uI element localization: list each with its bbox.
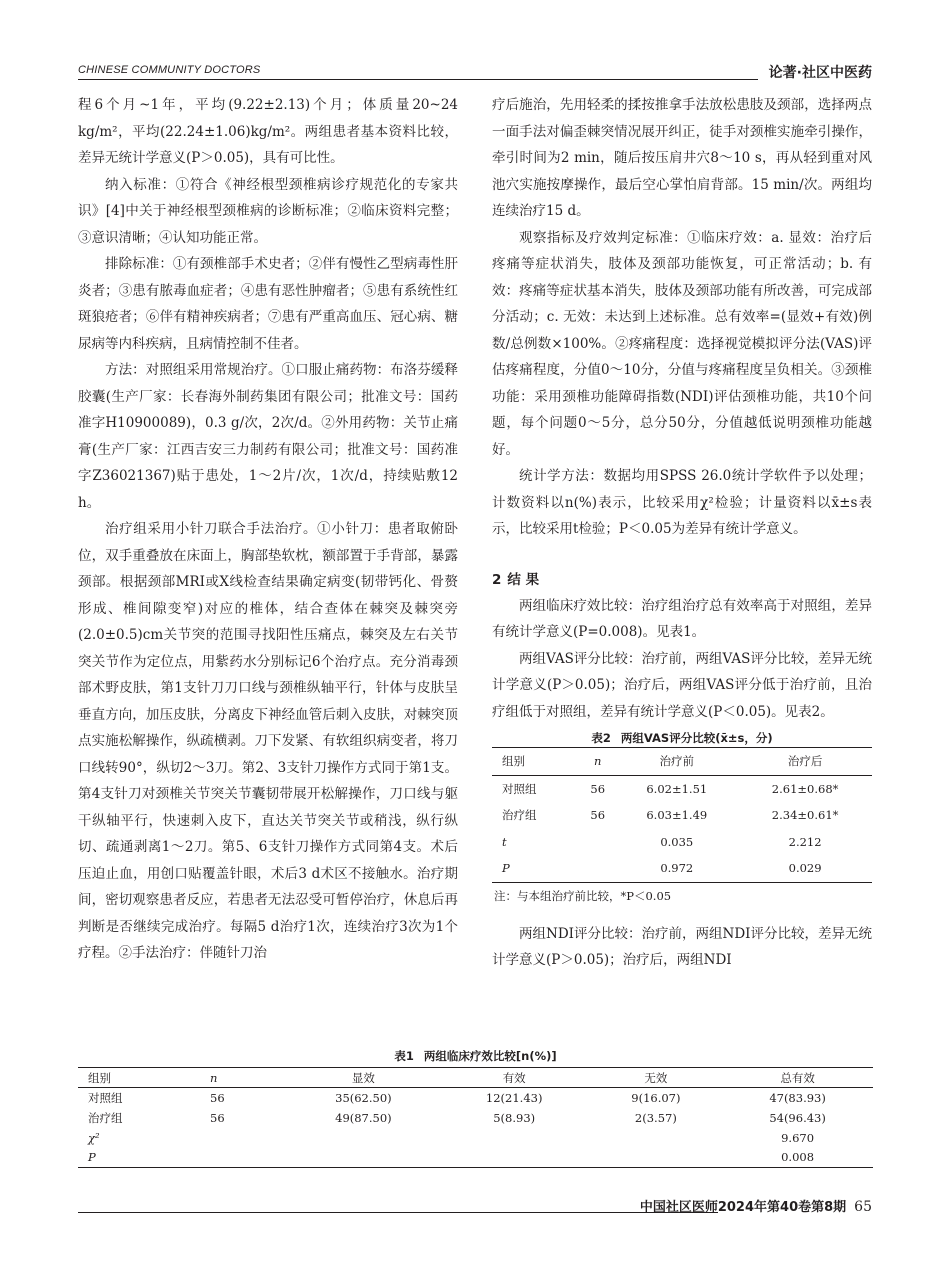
table-row — [78, 1088, 873, 1108]
table-cell: 0.035 — [660, 834, 694, 849]
table-cell — [439, 1148, 590, 1168]
table-title: 两组VAS评分比较(x̄±s，分) — [620, 731, 773, 745]
footer-rule — [78, 1212, 718, 1213]
section-title: 结 果 — [507, 571, 540, 588]
paragraph: 两组NDI评分比较：治疗前，两组NDI评分比较，差异无统计学意义(P＞0.05)；治疗后，两组NDI — [492, 925, 872, 968]
table-cell: 47(83.93) — [769, 1090, 826, 1105]
vas-score-table — [492, 747, 872, 883]
table-title: 两组临床疗效比较[n(%)] — [423, 1049, 557, 1063]
paragraph: 程6个月~1年，平均(9.22±2.13)个月；体质量20~24 kg/m²，平均(22.24±1.06)kg/m²。两组患者基本资料比较，差异无统计学意义(P＞0.05)，具有可比性。 — [78, 97, 458, 166]
table-row — [492, 855, 872, 882]
clinical-efficacy-table — [78, 1067, 873, 1168]
table-cell — [439, 1128, 590, 1148]
table-cell: 35(62.50) — [335, 1090, 392, 1105]
table-cell — [580, 855, 615, 882]
column-header: n — [594, 754, 602, 768]
table-cell — [590, 1128, 723, 1148]
table-cell: 2.34±0.61* — [771, 808, 839, 822]
table-cell: 9(16.07) — [631, 1090, 681, 1105]
table-cell: 2.212 — [788, 834, 822, 849]
table-label: 表2 — [591, 731, 611, 745]
paragraph: 疗后施治，先用轻柔的揉按推拿手法放松患肢及颈部，选择两点一面手法对偏歪棘突情况展开纠正，徒手对颈椎实施牵引操作，牵引时间为2 min，随后按压肩井穴8～10 s，再从轻到重对风池穴实施按摩操作，最后空心掌怕肩背部。15 min/次。两组均连续治疗15 d。 — [492, 97, 872, 219]
paragraph: 排除标准：①有颈椎部手术史者；②伴有慢性乙型病毒性肝炎者；③患有脓毒血症者；④患有恶性肿瘤者；⑤患有系统性红斑狼疮者；⑥伴有精神疾病者；⑦患有严重高血压、冠心病、糖尿病等内科疾病，且病情控制不佳者。 — [78, 256, 458, 352]
table-2 — [492, 729, 872, 907]
table-cell — [288, 1148, 439, 1168]
table-2-caption — [492, 729, 872, 747]
table-cell: 对照组 — [502, 781, 537, 796]
column-header: 组别 — [88, 1070, 111, 1085]
table-row — [78, 1108, 873, 1128]
table-cell: P — [88, 1150, 96, 1165]
paragraph: 观察指标及疗效判定标准：①临床疗效：a. 显效：治疗后疼痛等症状消失，肢体及颈部功能恢复，可正常活动；b. 有效：疼痛等症状基本消失，肢体及颈部功能有所改善，可完成部分活动；c. 无效：未达到上述标准。总有效率=(显效+有效)例数/总例数×100%。②疼痛程度：选择视觉模拟评分法(VAS)评估疼痛程度，分值0～10分，分值与疼痛程度呈负相关。③颈椎功能：采用颈椎功能障碍指数(NDI)评估颈椎功能，共10个问题，每个问题0～5分，总分50分，分值越低说明颈椎功能越好。 — [492, 229, 872, 458]
column-header: 总有效 — [780, 1070, 815, 1085]
running-header-section: 论著·社区中医药 — [768, 65, 872, 81]
column-header: n — [210, 1070, 218, 1085]
table-cell: 56 — [590, 808, 606, 822]
table-cell — [208, 1128, 288, 1148]
page-number: 65 — [854, 1199, 872, 1215]
table-cell: 56 — [210, 1110, 225, 1125]
table-cell — [580, 829, 615, 856]
table-cell: 12(21.43) — [485, 1090, 543, 1105]
page-footer — [640, 1196, 872, 1215]
table-cell: t — [502, 834, 507, 849]
paragraph: 纳入标准：①符合《神经根型颈椎病诊疗规范化的专家共识》[4]中关于神经根型颈椎病的诊断标准；②临床资料完整；③意识清晰；④认知功能正常。 — [78, 176, 458, 246]
paragraph: 两组临床疗效比较：治疗组治疗总有效率高于对照组，差异有统计学意义(P=0.008)。见表1。 — [492, 597, 872, 640]
column-header: 治疗前 — [659, 754, 695, 768]
table-cell — [288, 1128, 439, 1148]
column-header: 无效 — [644, 1070, 668, 1085]
section-heading-results — [492, 567, 872, 593]
table-cell: χ² — [88, 1130, 100, 1145]
column-header: 组别 — [502, 754, 525, 768]
header-rule — [78, 79, 758, 80]
table-cell: 6.02±1.51 — [646, 781, 708, 796]
table-cell: 治疗组 — [88, 1110, 123, 1125]
table-cell: 49(87.50) — [335, 1110, 392, 1125]
table-1-caption — [78, 1047, 873, 1065]
table-cell: 6.03±1.49 — [646, 808, 708, 822]
paragraph: 治疗组采用小针刀联合手法治疗。①小针刀：患者取俯卧位，双手重叠放在床面上，胸部垫软枕，额部置于手背部，暴露颈部。根据颈部MRI或X线检查结果确定病变(韧带钙化、骨赘形成、椎间隙变窄)对应的椎体，结合查体在棘突及棘突旁(2.0±0.5)cm关节突的范围寻找阳性压痛点，棘突及左右关节突关节作为定位点，用紫药水分别标记6个治疗点。充分消毒颈部术野皮肤，第1支针刀刀口线与颈椎纵轴平行，针体与皮肤呈垂直方向，加压皮肤，分离皮下神经血管后刺入皮肤，对棘突顶点实施松解操作，纵疏横剥。刀下发紧、有软组织病变者，将刀口线转90°，纵切2～3刀。第2、3支针刀操作方式同于第1支。第4支针刀对颈椎关节突关节囊韧带展开松解操作，刀口线与躯干纵轴平行，快速刺入皮下，直达关节突关节或稍浅，纵行纵切、疏通剥离1～2刀。第5、6支针刀操作方式同第4支。术后压迫止血，用创口贴覆盖针眼，术后3 d术区不接触水。治疗期间，密切观察患者反应，若患者无法忍受可暂停治疗，休息后再判断是否继续完成治疗。每隔5 d治疗1次，连续治疗3次为1个疗程。②手法治疗：伴随针刀治 — [78, 521, 458, 961]
journal-citation: 中国社区医师2024年第40卷第8期 — [639, 1200, 847, 1215]
table-header-row — [78, 1068, 873, 1088]
table-cell: 0.029 — [788, 861, 822, 875]
column-header: 显效 — [351, 1070, 375, 1085]
table-row — [492, 829, 872, 856]
running-header-english: CHINESE COMMUNITY DOCTORS — [78, 64, 261, 76]
table-cell: 54(96.43) — [769, 1110, 826, 1125]
table-header-row — [492, 748, 872, 776]
table-cell: 5(8.93) — [493, 1110, 536, 1125]
table-cell: 0.008 — [781, 1150, 815, 1165]
table-cell: 56 — [210, 1090, 225, 1105]
right-column — [492, 92, 872, 974]
left-column — [78, 92, 458, 967]
table-cell: 2.61±0.68* — [771, 781, 839, 796]
table-row — [492, 802, 872, 829]
table-cell: 56 — [590, 781, 606, 796]
column-header: 有效 — [502, 1070, 526, 1085]
table-2-note: 注：与本组治疗前比较，*P＜0.05 — [494, 888, 672, 903]
table-row — [492, 775, 872, 802]
table-cell — [590, 1148, 723, 1168]
table-cell — [208, 1148, 288, 1168]
table-label: 表1 — [394, 1049, 414, 1063]
table-cell: 2(3.57) — [634, 1110, 677, 1125]
paragraph: 两组VAS评分比较：治疗前，两组VAS评分比较，差异无统计学意义(P＞0.05)；治疗后，两组VAS评分低于治疗前，且治疗组低于对照组，差异有统计学意义(P＜0.05)。见表2。 — [492, 650, 872, 720]
table-row — [78, 1128, 873, 1148]
table-cell: P — [502, 861, 510, 875]
table-cell: 0.972 — [660, 861, 694, 875]
table-cell: 9.670 — [781, 1130, 815, 1145]
table-cell: 对照组 — [88, 1090, 123, 1105]
table-cell: 治疗组 — [502, 808, 537, 822]
paragraph: 方法：对照组采用常规治疗。①口服止痛药物：布洛芬缓释胶囊(生产厂家：长春海外制药集团有限公司；批准文号：国药准字H10900089)，0.3 g/次，2次/d。②外用药物：关节止痛膏(生产厂家：江西吉安三力制药有限公司；批准文号：国药准字Z36021367)贴于患处，1～2片/次，1次/d，持续贴敷12 h。 — [78, 362, 458, 511]
table-row — [78, 1148, 873, 1168]
paragraph: 统计学方法：数据均用SPSS 26.0统计学软件予以处理；计数资料以n(%)表示，比较采用χ²检验；计量资料以x̄±s表示，比较采用t检验；P＜0.05为差异有统计学意义。 — [492, 468, 872, 537]
column-header: 治疗后 — [787, 754, 823, 768]
table-1 — [78, 1043, 873, 1168]
section-number: 2 — [492, 571, 502, 588]
